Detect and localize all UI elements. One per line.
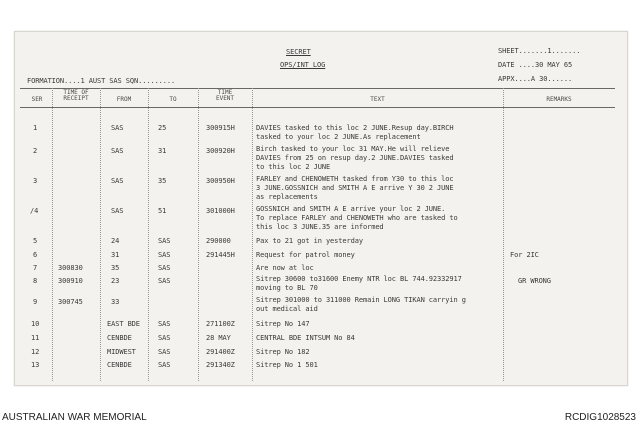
column-divider — [100, 88, 101, 381]
row-text: as replacements — [256, 193, 318, 201]
row-text: moving to BL 70 — [256, 284, 318, 292]
date-value: 30 MAY 65 — [535, 61, 573, 69]
row-text: Request for patrol money — [256, 251, 355, 259]
row-text: CENTRAL BDE INTSUM No 84 — [256, 334, 355, 342]
row-event: 301000H — [206, 207, 235, 215]
row-from: EAST BDE — [107, 320, 140, 328]
row-to: SAS — [158, 334, 171, 342]
row-text: Are now at loc — [256, 264, 314, 272]
row-text: out medical aid — [256, 305, 318, 313]
sheet-value: 1 — [547, 47, 552, 55]
column-divider — [198, 88, 199, 381]
row-ser: 11 — [31, 334, 40, 342]
row-from: SAS — [111, 147, 124, 155]
row-text: 3 JUNE.GOSSNICH and SMITH A E arrive Y 30 2 JUNE — [256, 184, 454, 192]
formation-value: 1 AUST SAS SQN — [80, 77, 139, 85]
col-header-to: TO — [169, 96, 177, 103]
row-from: CENBDE — [107, 361, 132, 369]
row-from: 23 — [111, 277, 120, 285]
row-event: 291445H — [206, 251, 235, 259]
row-to: SAS — [158, 237, 171, 245]
col-header-text: TEXT — [370, 96, 385, 103]
col-header-time-event: TIME EVENT — [215, 89, 235, 102]
row-event: 300915H — [206, 124, 235, 132]
row-from: SAS — [111, 124, 124, 132]
row-ser: 1 — [33, 124, 38, 132]
row-receipt: 300830 — [58, 264, 83, 272]
col-header-time-receipt: TIME OF RECEIPT — [63, 89, 89, 102]
row-ser: 6 — [33, 251, 38, 259]
row-event: 291340Z — [206, 361, 235, 369]
row-text: Birch tasked to your loc 31 MAY.He will relieve — [256, 145, 450, 153]
row-to: SAS — [158, 361, 171, 369]
row-to: SAS — [158, 264, 171, 272]
row-from: MIDWEST — [107, 348, 136, 356]
column-divider — [252, 88, 253, 381]
archive-credit: AUSTRALIAN WAR MEMORIAL — [2, 412, 147, 423]
row-ser: 5 — [33, 237, 38, 245]
row-to: SAS — [158, 320, 171, 328]
row-text: Sitrep No 182 — [256, 348, 310, 356]
row-text: Sitrep No 1 501 — [256, 361, 318, 369]
row-ser: 10 — [31, 320, 40, 328]
row-event: 300920H — [206, 147, 235, 155]
row-to: 25 — [158, 124, 167, 132]
row-ser: 2 — [33, 147, 38, 155]
row-text: Sitrep 30600 to31600 Enemy NTR loc BL 744.92332917 — [256, 275, 462, 283]
row-text: this loc 3 JUNE.35 are informed — [256, 223, 384, 231]
log-title: OPS/INT LOG — [280, 61, 326, 69]
row-remarks: For 2IC — [510, 251, 539, 259]
sheet-label: SHEET.......1....... — [498, 47, 581, 55]
row-receipt: 300910 — [58, 277, 83, 285]
date-label: DATE ....30 MAY 65 — [498, 61, 573, 69]
row-text: DAVIES from 25 on resup day.2 JUNE.DAVIES tasked — [256, 154, 454, 162]
row-event: 28 MAY — [206, 334, 231, 342]
row-ser: 13 — [31, 361, 40, 369]
table-top-rule — [20, 88, 615, 89]
row-ser: 3 — [33, 177, 38, 185]
formation-label: FORMATION....1 AUST SAS SQN......... — [27, 77, 176, 85]
security-classification: SECRET — [286, 48, 311, 56]
row-remarks: GR WRONG — [518, 277, 551, 285]
row-to: 51 — [158, 207, 167, 215]
row-from: SAS — [111, 207, 124, 215]
row-to: SAS — [158, 251, 171, 259]
col-header-ser: SER — [31, 96, 43, 103]
row-from: 31 — [111, 251, 120, 259]
row-text: to this loc 2 JUNE — [256, 163, 331, 171]
column-divider — [148, 88, 149, 381]
row-to: SAS — [158, 277, 171, 285]
column-divider — [52, 88, 53, 381]
row-from: 24 — [111, 237, 120, 245]
row-from: CENBDE — [107, 334, 132, 342]
row-ser: 7 — [33, 264, 38, 272]
row-from: 33 — [111, 298, 120, 306]
row-event: 291400Z — [206, 348, 235, 356]
row-text: GOSSNICH and SMITH A E arrive your loc 2 JUNE. — [256, 205, 446, 213]
row-to: SAS — [158, 348, 171, 356]
col-header-remarks: REMARKS — [546, 96, 572, 103]
appx-label: APPX....A 30...... — [498, 75, 573, 83]
row-ser: 8 — [33, 277, 38, 285]
row-ser: 9 — [33, 298, 38, 306]
col-header-from: FROM — [116, 96, 132, 103]
row-text: Pax to 21 got in yesterday — [256, 237, 363, 245]
row-text: Sitrep 301000 to 311000 Remain LONG TIKAN carryin g — [256, 296, 466, 304]
table-header-rule — [20, 107, 615, 108]
row-text: Sitrep No 147 — [256, 320, 310, 328]
column-divider — [503, 88, 504, 381]
row-text: DAVIES tasked to this loc 2 JUNE.Resup day.BIRCH — [256, 124, 454, 132]
appx-value: A 30 — [530, 75, 548, 83]
row-ser: /4 — [30, 207, 39, 215]
row-text: tasked to your loc 2 JUNE.As replacement — [256, 133, 421, 141]
row-event: 271100Z — [206, 320, 235, 328]
row-from: SAS — [111, 177, 124, 185]
row-receipt: 300745 — [58, 298, 83, 306]
row-to: 31 — [158, 147, 167, 155]
archive-reference: RCDIG1028523 — [564, 412, 636, 423]
row-text: FARLEY and CHENOWETH tasked from Y30 to this loc — [256, 175, 454, 183]
row-event: 300950H — [206, 177, 235, 185]
row-text: To replace FARLEY and CHENOWETH who are tasked to — [256, 214, 458, 222]
row-event: 290000 — [206, 237, 231, 245]
row-ser: 12 — [31, 348, 40, 356]
row-to: 35 — [158, 177, 167, 185]
row-from: 35 — [111, 264, 120, 272]
